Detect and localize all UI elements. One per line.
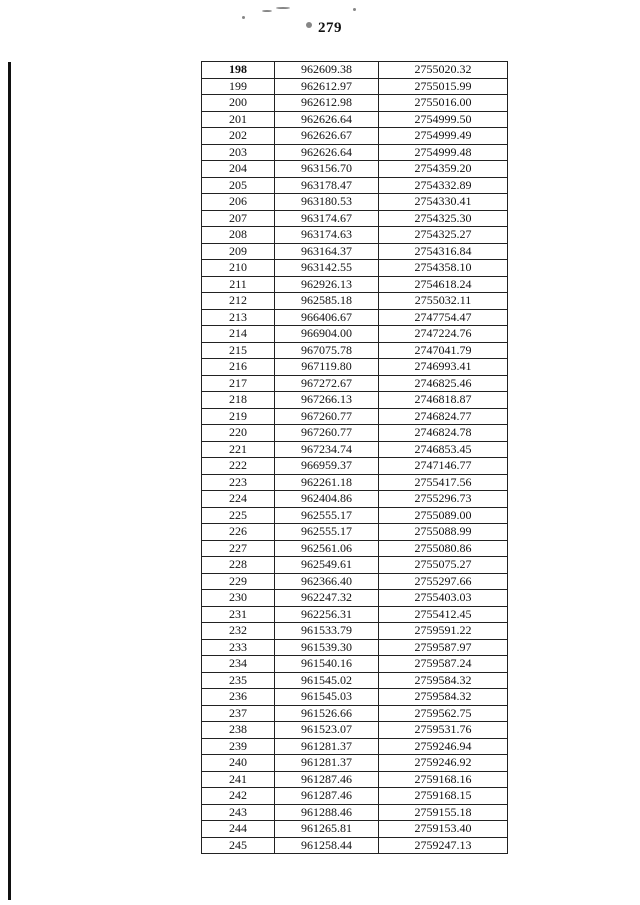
easting-cell: 962612.97	[275, 78, 379, 95]
point-number-cell: 202	[202, 128, 275, 145]
point-number-cell: 238	[202, 722, 275, 739]
point-number-cell: 210	[202, 260, 275, 277]
point-number-cell: 205	[202, 177, 275, 194]
point-number-cell: 221	[202, 441, 275, 458]
left-margin-rule	[8, 62, 11, 900]
point-number-cell: 212	[202, 293, 275, 310]
point-number-cell: 231	[202, 606, 275, 623]
point-number-cell: 244	[202, 821, 275, 838]
northing-cell: 2759246.92	[379, 755, 508, 772]
easting-cell: 961287.46	[275, 771, 379, 788]
easting-cell: 962555.17	[275, 507, 379, 524]
table-row	[202, 95, 508, 112]
easting-cell: 966959.37	[275, 458, 379, 475]
easting-cell: 967119.80	[275, 359, 379, 376]
point-number-cell: 241	[202, 771, 275, 788]
northing-cell: 2759584.32	[379, 672, 508, 689]
easting-cell: 963178.47	[275, 177, 379, 194]
table-row	[202, 458, 508, 475]
table-row	[202, 293, 508, 310]
table-row	[202, 590, 508, 607]
table-row	[202, 507, 508, 524]
point-number-cell: 219	[202, 408, 275, 425]
easting-cell: 961539.30	[275, 639, 379, 656]
point-number-cell: 208	[202, 227, 275, 244]
easting-cell: 961523.07	[275, 722, 379, 739]
table-row	[202, 623, 508, 640]
northing-cell: 2754332.89	[379, 177, 508, 194]
easting-cell: 967266.13	[275, 392, 379, 409]
scan-speck	[242, 16, 245, 19]
northing-cell: 2754358.10	[379, 260, 508, 277]
easting-cell: 962612.98	[275, 95, 379, 112]
table-row	[202, 375, 508, 392]
easting-cell: 961287.46	[275, 788, 379, 805]
table-row	[202, 540, 508, 557]
table-row	[202, 161, 508, 178]
table-row	[202, 309, 508, 326]
table-row	[202, 705, 508, 722]
point-number-cell: 201	[202, 111, 275, 128]
easting-cell: 963174.67	[275, 210, 379, 227]
point-number-cell: 230	[202, 590, 275, 607]
point-number-cell: 214	[202, 326, 275, 343]
point-number-cell: 211	[202, 276, 275, 293]
easting-cell: 961545.03	[275, 689, 379, 706]
point-number-cell: 217	[202, 375, 275, 392]
easting-cell: 962366.40	[275, 573, 379, 590]
northing-cell: 2759153.40	[379, 821, 508, 838]
northing-cell: 2755080.86	[379, 540, 508, 557]
easting-cell: 962626.67	[275, 128, 379, 145]
table-row	[202, 408, 508, 425]
table-row	[202, 804, 508, 821]
table-row	[202, 788, 508, 805]
table-row	[202, 837, 508, 854]
table-row	[202, 639, 508, 656]
easting-cell: 961533.79	[275, 623, 379, 640]
easting-cell: 962549.61	[275, 557, 379, 574]
easting-cell: 961281.37	[275, 738, 379, 755]
table-row	[202, 821, 508, 838]
northing-cell: 2759168.16	[379, 771, 508, 788]
point-number-cell: 232	[202, 623, 275, 640]
table-row	[202, 755, 508, 772]
northing-cell: 2754999.48	[379, 144, 508, 161]
table-row	[202, 557, 508, 574]
northing-cell: 2754999.50	[379, 111, 508, 128]
northing-cell: 2759168.15	[379, 788, 508, 805]
table-row	[202, 111, 508, 128]
northing-cell: 2754325.30	[379, 210, 508, 227]
easting-cell: 961545.02	[275, 672, 379, 689]
point-number-cell: 198	[202, 62, 275, 79]
point-number-cell: 228	[202, 557, 275, 574]
table-row	[202, 227, 508, 244]
northing-cell: 2755032.11	[379, 293, 508, 310]
point-number-cell: 235	[202, 672, 275, 689]
scan-speck	[276, 7, 290, 9]
table-row	[202, 689, 508, 706]
easting-cell: 966406.67	[275, 309, 379, 326]
table-row	[202, 260, 508, 277]
table-row	[202, 425, 508, 442]
northing-cell: 2754325.27	[379, 227, 508, 244]
point-number-cell: 242	[202, 788, 275, 805]
northing-cell: 2755075.27	[379, 557, 508, 574]
table-row	[202, 276, 508, 293]
northing-cell: 2754618.24	[379, 276, 508, 293]
point-number-cell: 220	[202, 425, 275, 442]
table-row	[202, 606, 508, 623]
point-number-cell: 243	[202, 804, 275, 821]
easting-cell: 967260.77	[275, 425, 379, 442]
table-row	[202, 392, 508, 409]
easting-cell: 963174.63	[275, 227, 379, 244]
northing-cell: 2754316.84	[379, 243, 508, 260]
northing-cell: 2759155.18	[379, 804, 508, 821]
easting-cell: 962926.13	[275, 276, 379, 293]
easting-cell: 962561.06	[275, 540, 379, 557]
table-row	[202, 524, 508, 541]
point-number-cell: 213	[202, 309, 275, 326]
northing-cell: 2759587.24	[379, 656, 508, 673]
northing-cell: 2746824.77	[379, 408, 508, 425]
scan-speck	[306, 22, 312, 28]
northing-cell: 2755417.56	[379, 474, 508, 491]
table-row	[202, 326, 508, 343]
northing-cell: 2754999.49	[379, 128, 508, 145]
northing-cell: 2759247.13	[379, 837, 508, 854]
table-row	[202, 128, 508, 145]
point-number-cell: 223	[202, 474, 275, 491]
point-number-cell: 234	[202, 656, 275, 673]
northing-cell: 2759246.94	[379, 738, 508, 755]
easting-cell: 961281.37	[275, 755, 379, 772]
point-number-cell: 218	[202, 392, 275, 409]
northing-cell: 2755089.00	[379, 507, 508, 524]
easting-cell: 962626.64	[275, 144, 379, 161]
easting-cell: 966904.00	[275, 326, 379, 343]
easting-cell: 961288.46	[275, 804, 379, 821]
northing-cell: 2759584.32	[379, 689, 508, 706]
table-row	[202, 738, 508, 755]
easting-cell: 963142.55	[275, 260, 379, 277]
northing-cell: 2755088.99	[379, 524, 508, 541]
easting-cell: 962609.38	[275, 62, 379, 79]
table-row	[202, 342, 508, 359]
northing-cell: 2755016.00	[379, 95, 508, 112]
northing-cell: 2747146.77	[379, 458, 508, 475]
point-number-cell: 200	[202, 95, 275, 112]
easting-cell: 961526.66	[275, 705, 379, 722]
northing-cell: 2747754.47	[379, 309, 508, 326]
table-row	[202, 441, 508, 458]
point-number-cell: 204	[202, 161, 275, 178]
table-row	[202, 672, 508, 689]
northing-cell: 2746993.41	[379, 359, 508, 376]
northing-cell: 2755296.73	[379, 491, 508, 508]
point-number-cell: 233	[202, 639, 275, 656]
point-number-cell: 209	[202, 243, 275, 260]
table-row	[202, 656, 508, 673]
easting-cell: 963180.53	[275, 194, 379, 211]
scan-speck	[353, 8, 356, 11]
point-number-cell: 240	[202, 755, 275, 772]
table-row	[202, 474, 508, 491]
easting-cell: 962247.32	[275, 590, 379, 607]
easting-cell: 962256.31	[275, 606, 379, 623]
easting-cell: 962555.17	[275, 524, 379, 541]
northing-cell: 2755297.66	[379, 573, 508, 590]
northing-cell: 2746824.78	[379, 425, 508, 442]
point-number-cell: 236	[202, 689, 275, 706]
northing-cell: 2746853.45	[379, 441, 508, 458]
northing-cell: 2746818.87	[379, 392, 508, 409]
easting-cell: 967260.77	[275, 408, 379, 425]
point-number-cell: 239	[202, 738, 275, 755]
table-row	[202, 573, 508, 590]
easting-cell: 962626.64	[275, 111, 379, 128]
scan-speck	[262, 10, 272, 12]
point-number-cell: 225	[202, 507, 275, 524]
northing-cell: 2746825.46	[379, 375, 508, 392]
table-row	[202, 194, 508, 211]
northing-cell: 2759587.97	[379, 639, 508, 656]
table-row	[202, 359, 508, 376]
point-number-cell: 203	[202, 144, 275, 161]
table-row	[202, 243, 508, 260]
northing-cell: 2747224.76	[379, 326, 508, 343]
table-row	[202, 722, 508, 739]
point-number-cell: 224	[202, 491, 275, 508]
northing-cell: 2759591.22	[379, 623, 508, 640]
point-number-cell: 245	[202, 837, 275, 854]
northing-cell: 2759562.75	[379, 705, 508, 722]
easting-cell: 963164.37	[275, 243, 379, 260]
table-row	[202, 144, 508, 161]
table-row	[202, 177, 508, 194]
northing-cell: 2755015.99	[379, 78, 508, 95]
page-number: 279	[318, 20, 342, 36]
easting-cell: 962585.18	[275, 293, 379, 310]
easting-cell: 962404.86	[275, 491, 379, 508]
northing-cell: 2755403.03	[379, 590, 508, 607]
table-row	[202, 491, 508, 508]
table-row	[202, 210, 508, 227]
northing-cell: 2755412.45	[379, 606, 508, 623]
northing-cell: 2754359.20	[379, 161, 508, 178]
easting-cell: 967075.78	[275, 342, 379, 359]
easting-cell: 961265.81	[275, 821, 379, 838]
point-number-cell: 227	[202, 540, 275, 557]
coordinates-table	[201, 61, 508, 854]
point-number-cell: 229	[202, 573, 275, 590]
northing-cell: 2747041.79	[379, 342, 508, 359]
point-number-cell: 216	[202, 359, 275, 376]
table-row	[202, 78, 508, 95]
northing-cell: 2759531.76	[379, 722, 508, 739]
point-number-cell: 206	[202, 194, 275, 211]
point-number-cell: 222	[202, 458, 275, 475]
easting-cell: 961258.44	[275, 837, 379, 854]
point-number-cell: 226	[202, 524, 275, 541]
easting-cell: 967234.74	[275, 441, 379, 458]
table-row	[202, 62, 508, 79]
point-number-cell: 199	[202, 78, 275, 95]
point-number-cell: 215	[202, 342, 275, 359]
table-row	[202, 771, 508, 788]
easting-cell: 967272.67	[275, 375, 379, 392]
point-number-cell: 207	[202, 210, 275, 227]
easting-cell: 961540.16	[275, 656, 379, 673]
coordinates-table-body	[202, 62, 508, 854]
easting-cell: 962261.18	[275, 474, 379, 491]
northing-cell: 2755020.32	[379, 62, 508, 79]
point-number-cell: 237	[202, 705, 275, 722]
northing-cell: 2754330.41	[379, 194, 508, 211]
easting-cell: 963156.70	[275, 161, 379, 178]
